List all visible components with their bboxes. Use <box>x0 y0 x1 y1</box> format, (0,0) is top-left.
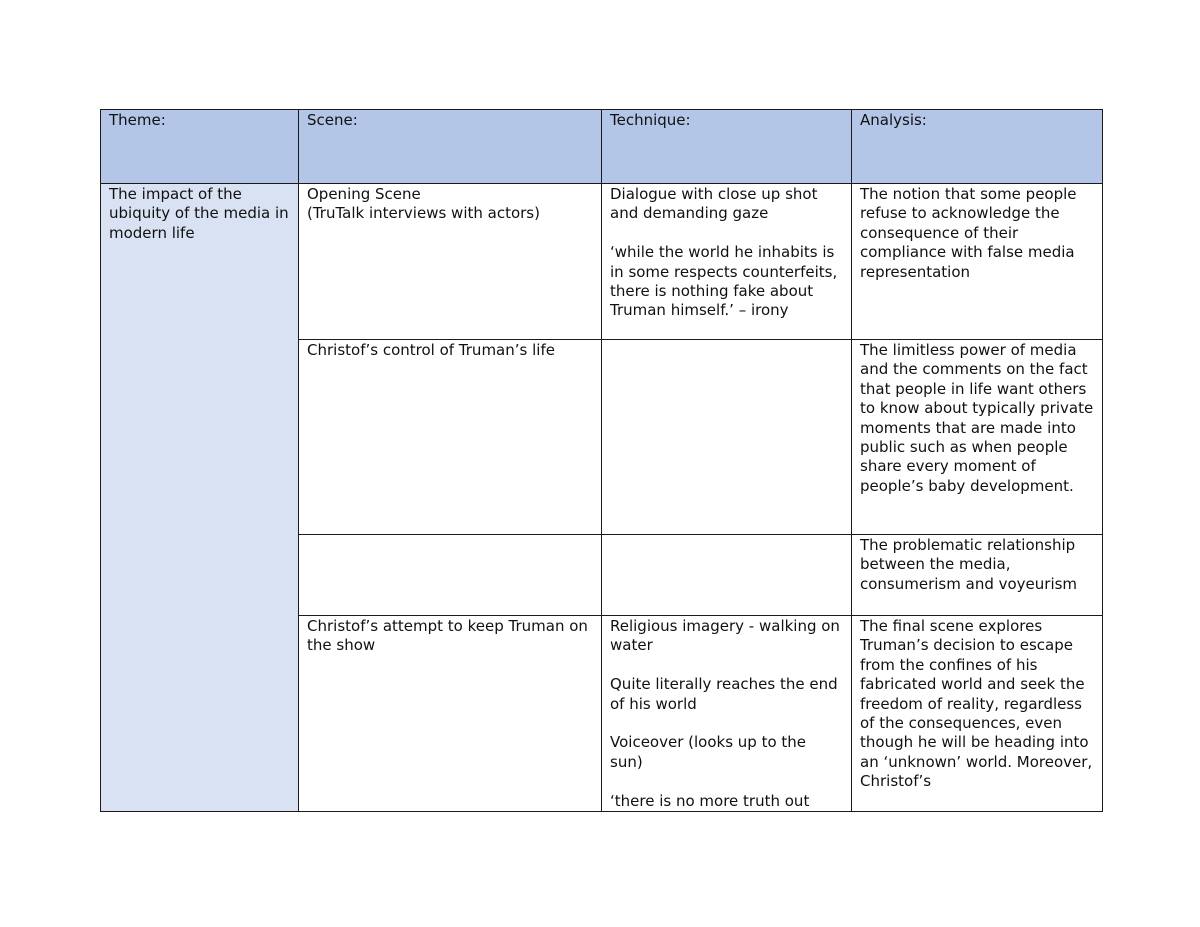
scene-cell: Christof’s attempt to keep Truman on the show <box>299 616 602 812</box>
table-header-row <box>101 110 1103 184</box>
scene-cell <box>299 535 602 616</box>
analysis-cell: The limitless power of media and the comments on the fact that people in life want others to know about typically private moments that are made into public such as when people share every moment of people’s baby development. <box>852 340 1103 535</box>
analysis-cell: The problematic relationship between the media, consumerism and voyeurism <box>852 535 1103 616</box>
header-analysis: Analysis: <box>852 110 1103 184</box>
table-row <box>101 184 1103 340</box>
scene-cell: Christof’s control of Truman’s life <box>299 340 602 535</box>
scene-cell: Opening Scene (TruTalk interviews with actors) <box>299 184 602 340</box>
header-theme: Theme: <box>101 110 299 184</box>
technique-cell <box>602 535 852 616</box>
analysis-cell: The final scene explores Truman’s decision to escape from the confines of his fabricated world and seek the freedom of reality, regardless of the consequences, even though he will be heading into an ‘unknown’ world. Moreover, Christof’s <box>852 616 1103 812</box>
technique-cell <box>602 340 852 535</box>
analysis-table <box>100 109 1103 812</box>
analysis-cell: The notion that some people refuse to acknowledge the consequence of their compliance with false media representation <box>852 184 1103 340</box>
technique-cell: Religious imagery - walking on water Quite literally reaches the end of his world Voiceover (looks up to the sun) ‘there is no more truth out <box>602 616 852 812</box>
header-scene: Scene: <box>299 110 602 184</box>
header-technique: Technique: <box>602 110 852 184</box>
technique-cell: Dialogue with close up shot and demanding gaze ‘while the world he inhabits is in some respects counterfeits, there is nothing fake about Truman himself.’ – irony <box>602 184 852 340</box>
theme-cell: The impact of the ubiquity of the media in modern life <box>101 184 299 812</box>
